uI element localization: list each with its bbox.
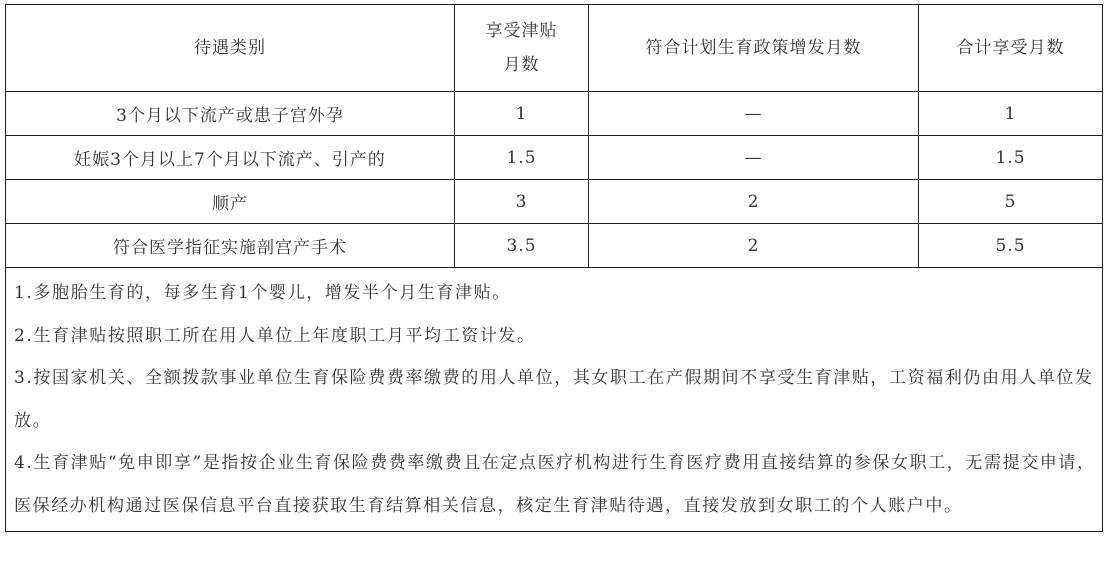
notes-cell — [6, 268, 1103, 532]
header-allowance-months-line1: 享受津贴 — [485, 21, 558, 41]
table-row — [6, 136, 1103, 180]
header-allowance-months-line2: 月数 — [503, 55, 540, 75]
maternity-allowance-table — [5, 4, 1103, 532]
table-row — [6, 92, 1103, 136]
header-category: 待遇类别 — [6, 5, 455, 92]
cell-category: 顺产 — [6, 180, 455, 224]
cell-extra-months: 2 — [589, 224, 919, 268]
cell-extra-months: — — [589, 92, 919, 136]
cell-total-months: 1.5 — [919, 136, 1103, 180]
cell-allowance-months: 3.5 — [455, 224, 589, 268]
header-allowance-months — [455, 5, 589, 92]
cell-total-months: 5.5 — [919, 224, 1103, 268]
cell-category: 妊娠3个月以上7个月以下流产、引产的 — [6, 136, 455, 180]
note-item: 1.多胞胎生育的，每多生育1个婴儿，增发半个月生育津贴。 — [14, 283, 511, 303]
note-item: 2.生育津贴按照职工所在用人单位上年度职工月平均工资计发。 — [14, 325, 536, 346]
cell-allowance-months: 1.5 — [455, 136, 589, 180]
table-header-row — [6, 5, 1103, 92]
note-item: 3.按国家机关、全额拨款事业单位生育保险费费率缴费的用人单位，其女职工在产假期间不享受生育津贴，工资福利仍由用人单位发放。 — [14, 368, 1094, 431]
cell-total-months: 1 — [919, 92, 1103, 136]
cell-category: 3个月以下流产或患子宫外孕 — [6, 92, 455, 136]
header-total-months: 合计享受月数 — [919, 5, 1103, 92]
notes-row — [6, 268, 1103, 532]
header-extra-months: 符合计划生育政策增发月数 — [589, 5, 919, 92]
cell-extra-months: — — [589, 136, 919, 180]
cell-allowance-months: 1 — [455, 92, 589, 136]
table-row — [6, 224, 1103, 268]
cell-extra-months: 2 — [589, 180, 919, 224]
note-item: 4.生育津贴“免申即享”是指按企业生育保险费费率缴费且在定点医疗机构进行生育医疗费用直接结算的参保女职工，无需提交申请，医保经办机构通过医保信息平台直接获取生育结算相关信息，核定生育津贴待遇，直接发放到女职工的个人账户中。 — [14, 453, 1096, 516]
table-row — [6, 180, 1103, 224]
cell-category: 符合医学指征实施剖宫产手术 — [6, 224, 455, 268]
cell-total-months: 5 — [919, 180, 1103, 224]
cell-allowance-months: 3 — [455, 180, 589, 224]
